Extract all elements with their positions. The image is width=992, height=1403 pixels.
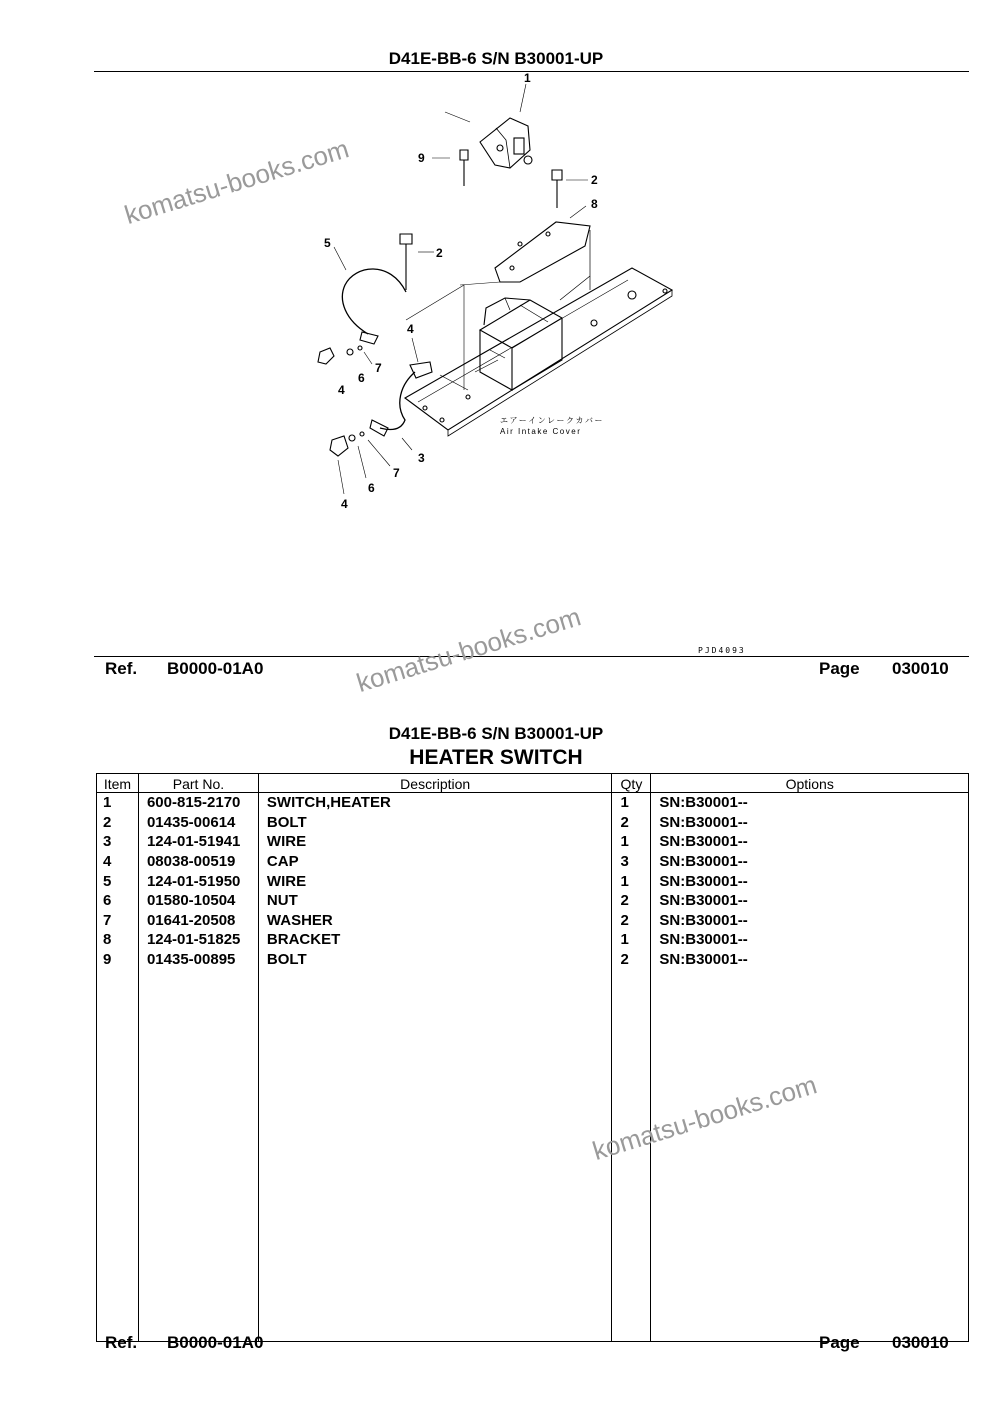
part-options: SN:B30001-- [651,852,969,872]
part-options: SN:B30001-- [651,793,969,813]
table-row [97,813,969,833]
callout-3: 3 [418,451,425,465]
part-qty: 1 [612,871,651,891]
callout-6: 6 [358,371,365,385]
callout-9: 9 [418,151,425,165]
part-options: SN:B30001-- [651,930,969,950]
part-description: CAP [258,852,612,872]
part-qty: 1 [612,832,651,852]
part-description: WASHER [258,911,612,931]
item-number: 2 [97,813,139,833]
part-options: SN:B30001-- [651,891,969,911]
part-number: 124-01-51825 [138,930,258,950]
table-filler-row [97,969,969,1342]
callout-5: 5 [324,236,331,250]
callout-6: 6 [368,481,375,495]
column-header-options: Options [651,774,969,793]
callout-4: 4 [407,322,414,336]
wire-3 [380,372,415,430]
part-options: SN:B30001-- [651,813,969,833]
part-description: SWITCH,HEATER [258,793,612,813]
callout-1: 1 [524,72,531,85]
part-qty: 2 [612,891,651,911]
bolt-2-lower [400,234,412,290]
air-intake-cover-label: Air Intake Cover [500,427,582,436]
bolt-9 [460,150,468,186]
part-description: WIRE [258,832,612,852]
part-description: NUT [258,891,612,911]
part-description: BOLT [258,813,612,833]
callout-8: 8 [591,197,598,211]
table-row [97,911,969,931]
part-number: 600-815-2170 [138,793,258,813]
item-number: 4 [97,852,139,872]
part-description: WIRE [258,871,612,891]
part-options: SN:B30001-- [651,950,969,970]
bolt-2-upper [552,170,562,208]
part-number: 08038-00519 [138,852,258,872]
part-options: SN:B30001-- [651,871,969,891]
table-row [97,891,969,911]
table-header [97,774,969,793]
callout-4: 4 [338,383,345,397]
column-header-qty: Qty [612,774,651,793]
part-qty: 3 [612,852,651,872]
page-label: Page [819,1333,860,1352]
item-number: 6 [97,891,139,911]
watermark: komatsu-books.com [352,601,585,699]
item-number: 7 [97,911,139,931]
part-qty: 2 [612,911,651,931]
footer-divider [94,656,969,657]
part-number: 01435-00895 [138,950,258,970]
watermark: komatsu-books.com [120,133,353,231]
part-number: 01641-20508 [138,911,258,931]
part-number: 124-01-51950 [138,871,258,891]
diagram-code: PJD4093 [698,646,746,655]
section-title: HEATER SWITCH [409,746,583,769]
page-number: 030010 [892,659,949,678]
callout-2: 2 [436,246,443,260]
table-row [97,832,969,852]
part-number: 01435-00614 [138,813,258,833]
part-number: 124-01-51941 [138,832,258,852]
table-row [97,930,969,950]
ref-label: Ref. [105,659,138,678]
table-row [97,871,969,891]
part-description: BRACKET [258,930,612,950]
callout-7: 7 [375,361,382,375]
air-intake-cover-label-jp: エアーインレークカバー [500,416,605,425]
item-number: 9 [97,950,139,970]
exploded-parts-diagram [300,72,700,517]
ref-value: B0000-01A0 [167,1333,264,1352]
ref-label: Ref. [105,1333,138,1352]
part-qty: 2 [612,813,651,833]
part-qty: 1 [612,793,651,813]
part-qty: 1 [612,930,651,950]
callout-4: 4 [341,497,348,511]
item-number: 1 [97,793,139,813]
callout-2: 2 [591,173,598,187]
diagram-page-title: D41E-BB-6 S/N B30001-UP [388,49,604,68]
bracket [495,222,590,282]
part-number: 01580-10504 [138,891,258,911]
page-number: 030010 [892,1333,949,1352]
parts-page-title: D41E-BB-6 S/N B30001-UP [388,724,604,743]
table-row [97,852,969,872]
column-header-description: Description [258,774,612,793]
part-options: SN:B30001-- [651,832,969,852]
watermark: komatsu-books.com [588,1069,821,1167]
callout-7: 7 [393,466,400,480]
item-number: 8 [97,930,139,950]
column-header-part-no: Part No. [138,774,258,793]
wire-5 [342,269,406,334]
part-options: SN:B30001-- [651,911,969,931]
table-row [97,793,969,813]
switch-box [480,300,562,348]
page-label: Page [819,659,860,678]
part-description: BOLT [258,950,612,970]
item-number: 5 [97,871,139,891]
table-row [97,950,969,970]
mounting-plate [405,268,672,430]
item-number: 3 [97,832,139,852]
part-qty: 2 [612,950,651,970]
column-header-item: Item [97,774,139,793]
parts-table [96,773,969,1342]
heater-switch [480,118,530,168]
ref-value: B0000-01A0 [167,659,264,678]
